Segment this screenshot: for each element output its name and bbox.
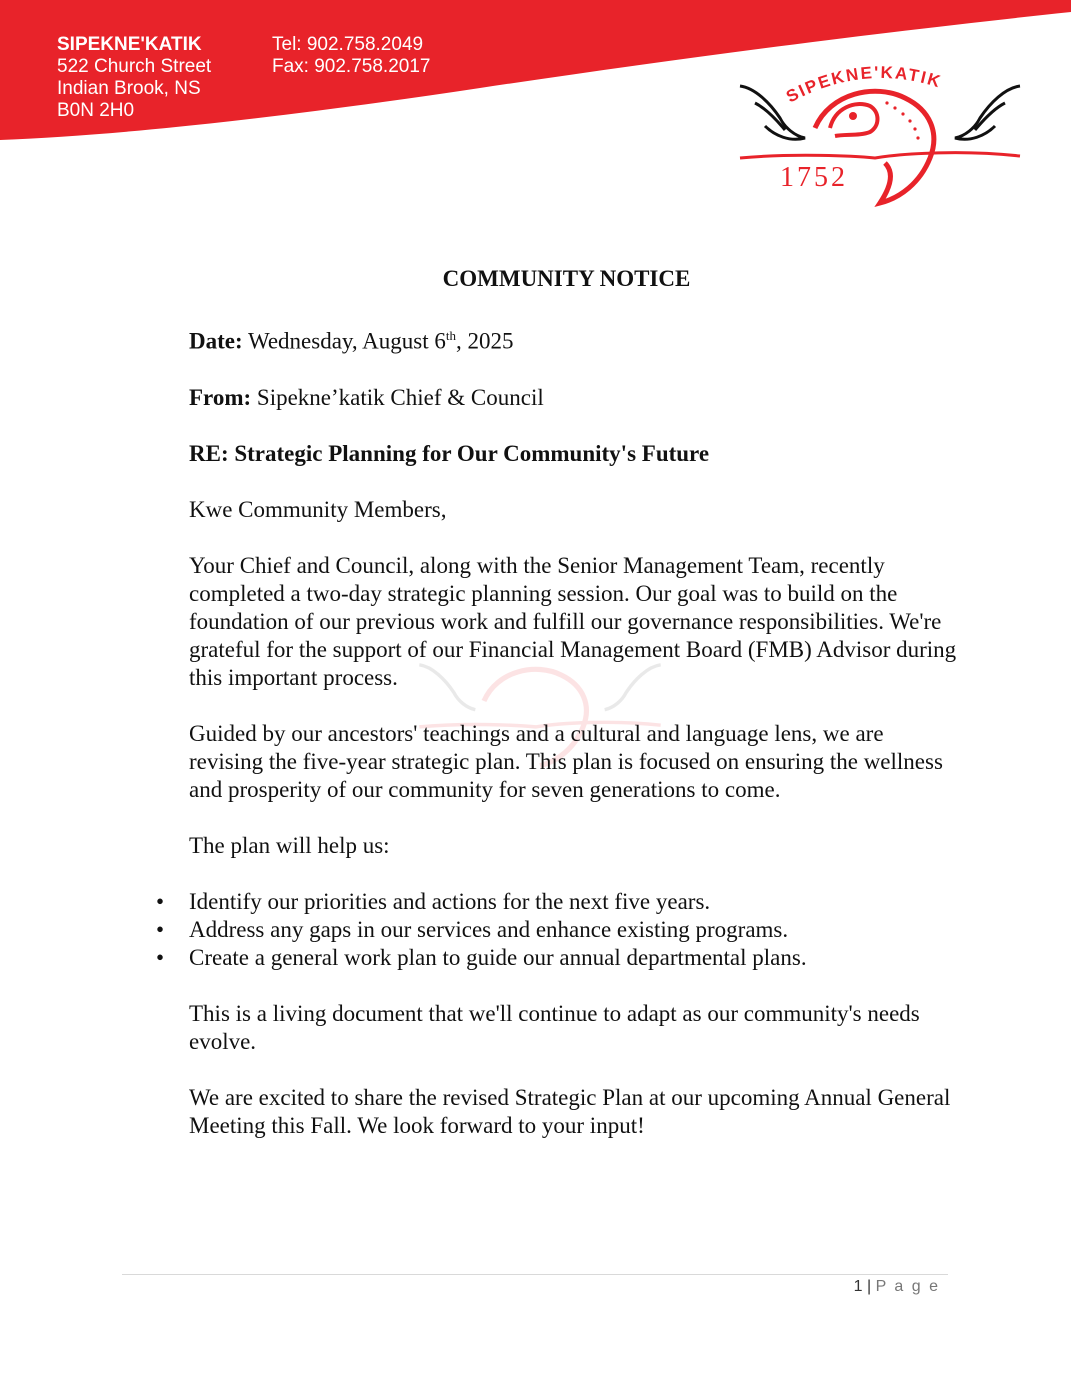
tel-number: Tel: 902.758.2049: [272, 34, 424, 55]
postal-code: B0N 2H0: [57, 100, 135, 121]
re-line: [189, 440, 959, 468]
bullet-icon: •: [156, 888, 165, 914]
date-sup: th: [445, 328, 456, 343]
list-item: [156, 888, 959, 916]
paragraph-1: Your Chief and Council, along with the Senior Management Team, recently completed a two-day strategic planning session. Our goal was to build on the foundation of our previous work and fulfill our governance responsibilities. We're grateful for the support of our Financial Management Board (FMB) Advisor during this important process.: [189, 552, 957, 690]
date-label: Date:: [189, 328, 243, 354]
paragraph-2: Guided by our ancestors' teachings and a cultural and language lens, we are revising the five-year strategic plan. This plan is focused on ensuring the wellness and prosperity of our community for seven generations to come.: [189, 720, 943, 802]
bullet-icon: •: [156, 916, 165, 942]
page-footer: [854, 1278, 940, 1296]
date-line: [189, 322, 959, 356]
letterhead-contact: [272, 34, 430, 78]
street-address: 522 Church Street: [57, 56, 212, 77]
notice-body: [156, 322, 959, 1168]
notice-title: COMMUNITY NOTICE: [442, 266, 691, 291]
page-separator: |: [866, 1278, 872, 1295]
greeting: Kwe Community Members,: [189, 496, 447, 522]
date-value-post: , 2025: [456, 328, 514, 354]
svg-text:SIPEKNE'KATIK: [783, 63, 944, 107]
logo-year: 1752: [780, 162, 848, 193]
page-label: P a g e: [875, 1278, 940, 1295]
from-line: [189, 384, 959, 412]
list-intro: The plan will help us:: [189, 832, 390, 858]
paragraph-3: This is a living document that we'll continue to adapt as our community's needs evolve.: [189, 1000, 920, 1054]
org-name: SIPEKNE'KATIK: [57, 34, 202, 55]
page-number: 1: [853, 1278, 863, 1295]
list-item: [156, 916, 959, 944]
from-value: Sipekne’katik Chief & Council: [256, 384, 544, 410]
list-item-text: Address any gaps in our services and enhance existing programs.: [189, 916, 789, 942]
plan-bullet-list: [156, 888, 959, 972]
bullet-icon: •: [156, 944, 165, 970]
date-value-pre: Wednesday, August 6: [247, 328, 446, 354]
logo-arc-text: SIPEKNE'KATIK: [783, 62, 945, 107]
footer-divider: [122, 1274, 948, 1275]
city-address: Indian Brook, NS: [57, 78, 201, 99]
sipeknekatik-logo: [735, 58, 1025, 213]
list-item-text: Identify our priorities and actions for the next five years.: [189, 888, 711, 914]
list-item-text: Create a general work plan to guide our annual departmental plans.: [189, 944, 807, 970]
re-text: RE: Strategic Planning for Our Community's Future: [189, 440, 710, 466]
letterhead-address: [57, 34, 211, 122]
from-label: From:: [189, 384, 252, 410]
fax-number: Fax: 902.758.2017: [272, 56, 431, 77]
list-item: [156, 944, 959, 972]
paragraph-4: We are excited to share the revised Strategic Plan at our upcoming Annual General Meeting this Fall. We look forward to your input!: [189, 1084, 951, 1138]
